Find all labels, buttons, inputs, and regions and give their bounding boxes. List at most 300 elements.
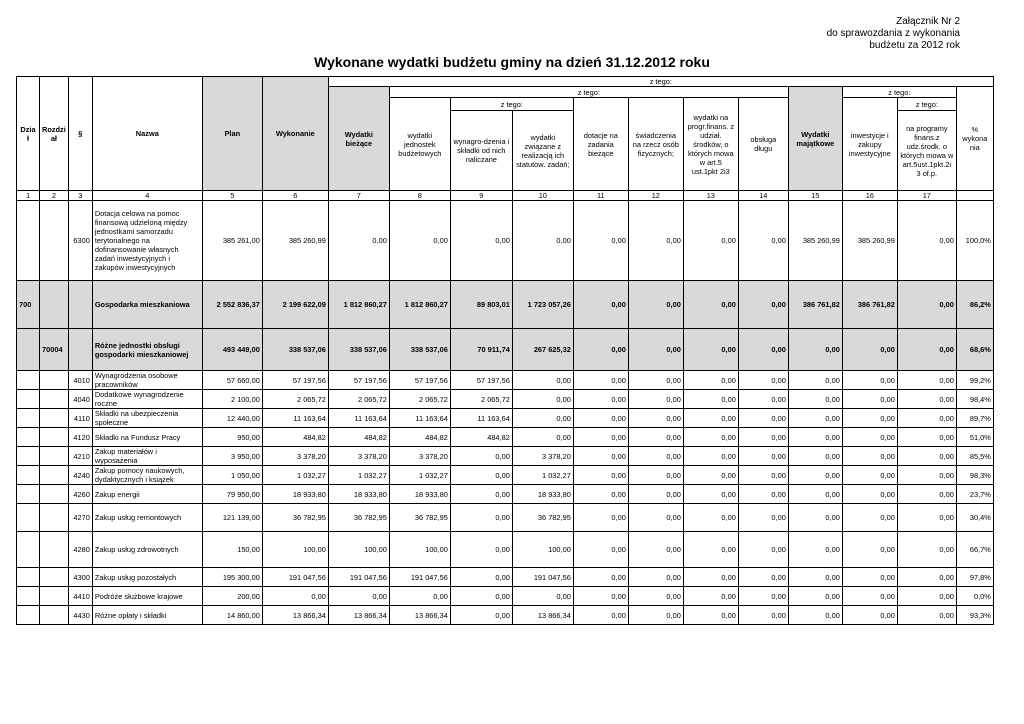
paragraf-cell: 4260 bbox=[68, 485, 92, 504]
value-cell: 0,00 bbox=[897, 532, 956, 568]
value-cell: 0,00 bbox=[683, 447, 738, 466]
rozdzial-cell bbox=[40, 371, 69, 390]
value-cell: 0,00 bbox=[788, 504, 842, 532]
column-number: 3 bbox=[68, 191, 92, 201]
value-cell: 0,00 bbox=[512, 390, 573, 409]
value-cell: 0,00 bbox=[842, 606, 897, 625]
value-cell: 493 449,00 bbox=[202, 329, 262, 371]
name-cell: Różne jednostki obsługi gospodarki mieszkaniowej bbox=[92, 329, 202, 371]
value-cell: 0,00 bbox=[683, 504, 738, 532]
value-cell: 57 197,56 bbox=[262, 371, 328, 390]
value-cell: 93,3% bbox=[956, 606, 993, 625]
paragraf-cell: 4240 bbox=[68, 466, 92, 485]
value-cell: 0,0% bbox=[956, 587, 993, 606]
value-cell: 0,00 bbox=[683, 568, 738, 587]
value-cell: 0,00 bbox=[738, 329, 788, 371]
value-cell: 13 866,34 bbox=[389, 606, 450, 625]
value-cell: 150,00 bbox=[202, 532, 262, 568]
value-cell: 0,00 bbox=[842, 532, 897, 568]
value-cell: 0,00 bbox=[389, 587, 450, 606]
value-cell: 0,00 bbox=[788, 606, 842, 625]
name-cell: Różne opłaty i składki bbox=[92, 606, 202, 625]
value-cell: 386 761,82 bbox=[788, 281, 842, 329]
value-cell: 0,00 bbox=[450, 504, 512, 532]
value-cell: 11 163,64 bbox=[389, 409, 450, 428]
value-cell: 100,00 bbox=[389, 532, 450, 568]
column-number: 11 bbox=[573, 191, 628, 201]
value-cell: 0,00 bbox=[328, 587, 389, 606]
value-cell: 0,00 bbox=[788, 428, 842, 447]
name-cell: Składki na ubezpieczenia społeczne bbox=[92, 409, 202, 428]
column-number: 1 bbox=[17, 191, 40, 201]
value-cell: 3 950,00 bbox=[202, 447, 262, 466]
column-number: 12 bbox=[628, 191, 683, 201]
rozdzial-cell bbox=[40, 587, 69, 606]
header-dzial: Dzia ł bbox=[17, 77, 40, 191]
rozdzial-cell bbox=[40, 532, 69, 568]
dzial-cell bbox=[17, 201, 40, 281]
value-cell: 191 047,56 bbox=[512, 568, 573, 587]
value-cell: 2 065,72 bbox=[328, 390, 389, 409]
value-cell: 0,00 bbox=[328, 201, 389, 281]
value-cell: 0,00 bbox=[573, 485, 628, 504]
column-number: 13 bbox=[683, 191, 738, 201]
value-cell: 14 860,00 bbox=[202, 606, 262, 625]
dzial-cell: 700 bbox=[17, 281, 40, 329]
value-cell: 57 197,56 bbox=[328, 371, 389, 390]
paragraf-cell: 4410 bbox=[68, 587, 92, 606]
value-cell: 0,00 bbox=[450, 485, 512, 504]
value-cell: 0,00 bbox=[573, 568, 628, 587]
rozdzial-cell bbox=[40, 504, 69, 532]
rozdzial-cell bbox=[40, 281, 69, 329]
value-cell: 0,00 bbox=[683, 371, 738, 390]
name-cell: Zakup energii bbox=[92, 485, 202, 504]
value-cell: 0,00 bbox=[897, 568, 956, 587]
value-cell: 0,00 bbox=[788, 466, 842, 485]
rozdzial-cell bbox=[40, 447, 69, 466]
paragraf-cell: 4430 bbox=[68, 606, 92, 625]
value-cell: 0,00 bbox=[628, 428, 683, 447]
value-cell: 0,00 bbox=[738, 201, 788, 281]
value-cell: 0,00 bbox=[573, 329, 628, 371]
value-cell: 97,8% bbox=[956, 568, 993, 587]
paragraf-cell: 6300 bbox=[68, 201, 92, 281]
value-cell: 36 782,95 bbox=[262, 504, 328, 532]
name-cell: Wynagrodzenia osobowe pracowników bbox=[92, 371, 202, 390]
value-cell: 0,00 bbox=[628, 587, 683, 606]
dzial-cell bbox=[17, 428, 40, 447]
table-row bbox=[17, 485, 994, 504]
dzial-row bbox=[17, 281, 994, 329]
name-cell: Zakup usług pozostałych bbox=[92, 568, 202, 587]
value-cell: 0,00 bbox=[512, 428, 573, 447]
paragraf-cell: 4010 bbox=[68, 371, 92, 390]
value-cell: 0,00 bbox=[683, 281, 738, 329]
value-cell: 0,00 bbox=[842, 485, 897, 504]
value-cell: 338 537,06 bbox=[328, 329, 389, 371]
header-z-tego-top: z tego: bbox=[328, 77, 993, 87]
value-cell: 0,00 bbox=[628, 371, 683, 390]
value-cell: 0,00 bbox=[683, 606, 738, 625]
rozdzial-row bbox=[17, 329, 994, 371]
paragraf-cell bbox=[68, 281, 92, 329]
column-number: 15 bbox=[788, 191, 842, 201]
column-number-row bbox=[17, 191, 994, 201]
value-cell: 0,00 bbox=[628, 329, 683, 371]
value-cell: 11 163,64 bbox=[262, 409, 328, 428]
value-cell: 100,00 bbox=[512, 532, 573, 568]
value-cell: 23,7% bbox=[956, 485, 993, 504]
value-cell: 0,00 bbox=[573, 428, 628, 447]
value-cell: 0,00 bbox=[738, 504, 788, 532]
annex-line-3: budżetu za 2012 rok bbox=[869, 40, 960, 51]
value-cell: 1 723 057,26 bbox=[512, 281, 573, 329]
value-cell: 0,00 bbox=[897, 447, 956, 466]
value-cell: 98,4% bbox=[956, 390, 993, 409]
value-cell: 3 378,20 bbox=[328, 447, 389, 466]
header-procent: % wykona nia bbox=[956, 87, 993, 191]
value-cell: 0,00 bbox=[683, 390, 738, 409]
value-cell: 0,00 bbox=[842, 568, 897, 587]
value-cell: 0,00 bbox=[628, 447, 683, 466]
value-cell: 0,00 bbox=[573, 281, 628, 329]
name-cell: Składki na Fundusz Pracy bbox=[92, 428, 202, 447]
header-wynagrodzenia: wynagro-dzenia i składki od nich naliczane bbox=[450, 111, 512, 191]
value-cell: 0,00 bbox=[450, 466, 512, 485]
value-cell: 0,00 bbox=[512, 409, 573, 428]
value-cell: 338 537,06 bbox=[389, 329, 450, 371]
table-row bbox=[17, 466, 994, 485]
dzial-cell bbox=[17, 371, 40, 390]
column-number: 2 bbox=[40, 191, 69, 201]
value-cell: 484,82 bbox=[262, 428, 328, 447]
value-cell: 70 911,74 bbox=[450, 329, 512, 371]
dzial-cell bbox=[17, 409, 40, 428]
name-cell: Zakup pomocy naukowych, dydaktycznych i książek bbox=[92, 466, 202, 485]
value-cell: 2 552 836,37 bbox=[202, 281, 262, 329]
budget-table bbox=[16, 76, 994, 625]
value-cell: 0,00 bbox=[897, 409, 956, 428]
name-cell: Podróże służbowe krajowe bbox=[92, 587, 202, 606]
annex-note bbox=[827, 16, 960, 52]
value-cell: 0,00 bbox=[738, 281, 788, 329]
value-cell: 0,00 bbox=[842, 447, 897, 466]
paragraf-cell: 4040 bbox=[68, 390, 92, 409]
value-cell: 13 866,34 bbox=[512, 606, 573, 625]
value-cell: 195 300,00 bbox=[202, 568, 262, 587]
column-number: 7 bbox=[328, 191, 389, 201]
value-cell: 0,00 bbox=[450, 568, 512, 587]
name-cell: Zakup materiałów i wyposażenia bbox=[92, 447, 202, 466]
paragraf-cell: 4270 bbox=[68, 504, 92, 532]
value-cell: 2 065,72 bbox=[262, 390, 328, 409]
value-cell: 0,00 bbox=[683, 532, 738, 568]
value-cell: 0,00 bbox=[842, 587, 897, 606]
header-wydatki-programy: wydatki na progr.finans. z udział. środków, o których mowa w art.5 ust.1pkt 2i3 bbox=[683, 98, 738, 191]
value-cell: 0,00 bbox=[628, 281, 683, 329]
value-cell: 0,00 bbox=[842, 428, 897, 447]
value-cell: 0,00 bbox=[897, 201, 956, 281]
table-row bbox=[17, 532, 994, 568]
paragraf-cell: 4300 bbox=[68, 568, 92, 587]
header-inwestycje: inwestycje i zakupy inwestycyjne bbox=[842, 98, 897, 191]
table-row bbox=[17, 371, 994, 390]
dzial-cell bbox=[17, 390, 40, 409]
dzial-cell bbox=[17, 485, 40, 504]
value-cell: 0,00 bbox=[738, 532, 788, 568]
value-cell: 36 782,95 bbox=[389, 504, 450, 532]
rozdzial-cell bbox=[40, 568, 69, 587]
value-cell: 2 100,00 bbox=[202, 390, 262, 409]
value-cell: 0,00 bbox=[573, 606, 628, 625]
header-plan: Plan bbox=[202, 77, 262, 191]
dzial-cell bbox=[17, 329, 40, 371]
table-row bbox=[17, 568, 994, 587]
value-cell: 0,00 bbox=[842, 504, 897, 532]
value-cell: 0,00 bbox=[628, 532, 683, 568]
value-cell: 1 032,27 bbox=[512, 466, 573, 485]
value-cell: 68,6% bbox=[956, 329, 993, 371]
column-number: 8 bbox=[389, 191, 450, 201]
value-cell: 18 933,80 bbox=[389, 485, 450, 504]
value-cell: 0,00 bbox=[512, 371, 573, 390]
value-cell: 57 197,56 bbox=[389, 371, 450, 390]
value-cell: 0,00 bbox=[683, 201, 738, 281]
annex-line-2: do sprawozdania z wykonania bbox=[826, 28, 960, 39]
paragraf-cell: 4120 bbox=[68, 428, 92, 447]
header-na-programy: na programy finans.z udz.środk. o których mowa w art.5ust.1pkt.2i 3 of.p. bbox=[897, 111, 956, 191]
value-cell: 0,00 bbox=[573, 587, 628, 606]
paragraf-cell: 4210 bbox=[68, 447, 92, 466]
value-cell: 0,00 bbox=[628, 466, 683, 485]
rozdzial-cell bbox=[40, 606, 69, 625]
value-cell: 0,00 bbox=[738, 568, 788, 587]
value-cell: 0,00 bbox=[738, 466, 788, 485]
value-cell: 100,00 bbox=[328, 532, 389, 568]
value-cell: 0,00 bbox=[573, 504, 628, 532]
table-row bbox=[17, 201, 994, 281]
value-cell: 0,00 bbox=[738, 428, 788, 447]
value-cell: 11 163,64 bbox=[328, 409, 389, 428]
value-cell: 0,00 bbox=[628, 485, 683, 504]
value-cell: 0,00 bbox=[683, 485, 738, 504]
value-cell: 1 032,27 bbox=[389, 466, 450, 485]
name-cell: Dodatkowe wynagrodzenie roczne bbox=[92, 390, 202, 409]
value-cell: 13 866,34 bbox=[328, 606, 389, 625]
value-cell: 79 950,00 bbox=[202, 485, 262, 504]
value-cell: 57 660,00 bbox=[202, 371, 262, 390]
rozdzial-cell bbox=[40, 428, 69, 447]
column-number-blank bbox=[956, 191, 993, 201]
value-cell: 1 812 860,27 bbox=[328, 281, 389, 329]
value-cell: 385 260,99 bbox=[788, 201, 842, 281]
value-cell: 267 625,32 bbox=[512, 329, 573, 371]
value-cell: 51,0% bbox=[956, 428, 993, 447]
header-obsluga-dlugu: obsługa długu bbox=[738, 98, 788, 191]
value-cell: 0,00 bbox=[738, 390, 788, 409]
value-cell: 0,00 bbox=[788, 329, 842, 371]
column-number: 4 bbox=[92, 191, 202, 201]
value-cell: 89 803,01 bbox=[450, 281, 512, 329]
header-wydatki-majatkowe: Wydatki majątkowe bbox=[788, 87, 842, 191]
rozdzial-cell bbox=[40, 390, 69, 409]
paragraf-cell bbox=[68, 329, 92, 371]
value-cell: 0,00 bbox=[897, 485, 956, 504]
value-cell: 0,00 bbox=[788, 371, 842, 390]
value-cell: 57 197,56 bbox=[450, 371, 512, 390]
value-cell: 0,00 bbox=[738, 447, 788, 466]
column-number: 6 bbox=[262, 191, 328, 201]
value-cell: 0,00 bbox=[683, 587, 738, 606]
value-cell: 950,00 bbox=[202, 428, 262, 447]
value-cell: 0,00 bbox=[897, 281, 956, 329]
value-cell: 0,00 bbox=[683, 409, 738, 428]
name-cell: Gospodarka mieszkaniowa bbox=[92, 281, 202, 329]
value-cell: 0,00 bbox=[683, 466, 738, 485]
value-cell: 3 378,20 bbox=[262, 447, 328, 466]
value-cell: 0,00 bbox=[628, 409, 683, 428]
value-cell: 0,00 bbox=[628, 504, 683, 532]
header-wydatki-jednostek: wydatki jednostek budżetowych bbox=[389, 98, 450, 191]
dzial-cell bbox=[17, 568, 40, 587]
value-cell: 0,00 bbox=[573, 201, 628, 281]
value-cell: 2 065,72 bbox=[450, 390, 512, 409]
header-z-tego-majatkowe: z tego: bbox=[842, 87, 956, 98]
value-cell: 0,00 bbox=[389, 201, 450, 281]
value-cell: 0,00 bbox=[450, 447, 512, 466]
value-cell: 0,00 bbox=[842, 390, 897, 409]
value-cell: 0,00 bbox=[628, 390, 683, 409]
value-cell: 191 047,56 bbox=[328, 568, 389, 587]
value-cell: 0,00 bbox=[573, 466, 628, 485]
dzial-cell bbox=[17, 504, 40, 532]
value-cell: 191 047,56 bbox=[389, 568, 450, 587]
value-cell: 18 933,80 bbox=[328, 485, 389, 504]
rozdzial-cell bbox=[40, 201, 69, 281]
header-swiadczenia: świadczenia na rzecz osób fizycznych; bbox=[628, 98, 683, 191]
column-number: 14 bbox=[738, 191, 788, 201]
header-z-tego-jednostek: z tego: bbox=[450, 98, 573, 111]
value-cell: 385 260,99 bbox=[842, 201, 897, 281]
value-cell: 1 050,00 bbox=[202, 466, 262, 485]
value-cell: 18 933,80 bbox=[512, 485, 573, 504]
value-cell: 0,00 bbox=[573, 371, 628, 390]
value-cell: 121 139,00 bbox=[202, 504, 262, 532]
header-z-tego-programy: z tego: bbox=[897, 98, 956, 111]
value-cell: 0,00 bbox=[897, 428, 956, 447]
value-cell: 0,00 bbox=[738, 587, 788, 606]
value-cell: 11 163,64 bbox=[450, 409, 512, 428]
value-cell: 0,00 bbox=[738, 409, 788, 428]
value-cell: 3 378,20 bbox=[389, 447, 450, 466]
value-cell: 0,00 bbox=[450, 587, 512, 606]
value-cell: 484,82 bbox=[389, 428, 450, 447]
value-cell: 0,00 bbox=[450, 201, 512, 281]
dzial-cell bbox=[17, 447, 40, 466]
table-row bbox=[17, 606, 994, 625]
value-cell: 0,00 bbox=[683, 428, 738, 447]
header-nazwa: Nazwa bbox=[92, 77, 202, 191]
value-cell: 1 032,27 bbox=[262, 466, 328, 485]
value-cell: 0,00 bbox=[897, 466, 956, 485]
value-cell: 0,00 bbox=[628, 201, 683, 281]
value-cell: 0,00 bbox=[788, 587, 842, 606]
value-cell: 0,00 bbox=[842, 329, 897, 371]
value-cell: 36 782,95 bbox=[328, 504, 389, 532]
value-cell: 0,00 bbox=[788, 532, 842, 568]
value-cell: 99,2% bbox=[956, 371, 993, 390]
value-cell: 85,5% bbox=[956, 447, 993, 466]
header-wykonanie: Wykonanie bbox=[262, 77, 328, 191]
value-cell: 0,00 bbox=[897, 606, 956, 625]
value-cell: 0,00 bbox=[842, 466, 897, 485]
table-row bbox=[17, 504, 994, 532]
value-cell: 0,00 bbox=[573, 447, 628, 466]
rozdzial-cell bbox=[40, 485, 69, 504]
rozdzial-cell: 70004 bbox=[40, 329, 69, 371]
value-cell: 0,00 bbox=[897, 587, 956, 606]
name-cell: Zakup usług remontowych bbox=[92, 504, 202, 532]
table-row bbox=[17, 447, 994, 466]
value-cell: 0,00 bbox=[628, 606, 683, 625]
table-row bbox=[17, 409, 994, 428]
column-number: 10 bbox=[512, 191, 573, 201]
value-cell: 484,82 bbox=[450, 428, 512, 447]
value-cell: 0,00 bbox=[738, 371, 788, 390]
page-title: Wykonane wydatki budżetu gminy na dzień 31.12.2012 roku bbox=[314, 54, 710, 70]
dzial-cell bbox=[17, 587, 40, 606]
value-cell: 98,3% bbox=[956, 466, 993, 485]
value-cell: 484,82 bbox=[328, 428, 389, 447]
name-cell: Dotacja celowa na pomoc finansową udzieloną między jednostkami samorzadu terytorialnego na dofinansowanie własnych zadań inwestycyjnych i zakupów inwestycyjnych bbox=[92, 201, 202, 281]
value-cell: 0,00 bbox=[788, 568, 842, 587]
annex-line-1: Załącznik Nr 2 bbox=[896, 16, 960, 27]
value-cell: 66,7% bbox=[956, 532, 993, 568]
paragraf-cell: 4280 bbox=[68, 532, 92, 568]
rozdzial-cell bbox=[40, 409, 69, 428]
value-cell: 0,00 bbox=[842, 409, 897, 428]
value-cell: 0,00 bbox=[897, 504, 956, 532]
rozdzial-cell bbox=[40, 466, 69, 485]
value-cell: 0,00 bbox=[788, 485, 842, 504]
table-row bbox=[17, 587, 994, 606]
table-row bbox=[17, 390, 994, 409]
value-cell: 200,00 bbox=[202, 587, 262, 606]
value-cell: 0,00 bbox=[450, 606, 512, 625]
dzial-cell bbox=[17, 466, 40, 485]
value-cell: 0,00 bbox=[788, 447, 842, 466]
value-cell: 18 933,80 bbox=[262, 485, 328, 504]
value-cell: 386 761,82 bbox=[842, 281, 897, 329]
value-cell: 0,00 bbox=[788, 390, 842, 409]
value-cell: 0,00 bbox=[450, 532, 512, 568]
value-cell: 0,00 bbox=[262, 587, 328, 606]
value-cell: 0,00 bbox=[512, 587, 573, 606]
column-number: 9 bbox=[450, 191, 512, 201]
header-wydatki-biezace: Wydatki bieżące bbox=[328, 87, 389, 191]
value-cell: 0,00 bbox=[573, 409, 628, 428]
value-cell: 0,00 bbox=[628, 568, 683, 587]
value-cell: 0,00 bbox=[897, 371, 956, 390]
value-cell: 1 032,27 bbox=[328, 466, 389, 485]
header-rozdzial: Rozdzi ał bbox=[40, 77, 69, 191]
value-cell: 100,00 bbox=[262, 532, 328, 568]
table-row bbox=[17, 428, 994, 447]
value-cell: 0,00 bbox=[842, 371, 897, 390]
dzial-cell bbox=[17, 532, 40, 568]
value-cell: 89,7% bbox=[956, 409, 993, 428]
